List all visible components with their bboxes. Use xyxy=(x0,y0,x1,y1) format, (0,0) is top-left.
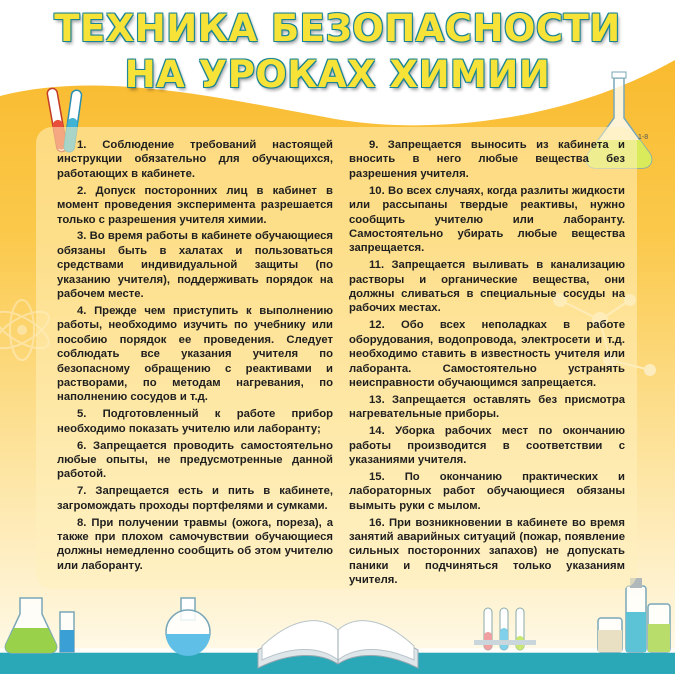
rule-item: 6. Запрещается проводить самостоятельно любые опыты, не предусмотренные данной работой. xyxy=(57,439,333,481)
rule-item: 11. Запрещается выливать в канализацию растворы и органические вещества, они должны сливаться в специальные сосуды на рабочих местах. xyxy=(349,259,625,315)
rule-item: 10. Во всех случаях, когда разлиты жидкости или рассыпаны твердые реактивы, нужно сообщить учителю или лаборанту. Самостоятельно убирать любые вещества запрещается. xyxy=(349,184,625,255)
rule-item: 4. Прежде чем приступить к выполнению работы, необходимо изучить по учебнику или пособию порядок ее проведения. Следует соблюдать все указания учителя по безопасному обращению с реактивами и растворами, по методам нагревания, по наполнению сосудов и т.д. xyxy=(57,304,333,404)
rule-item: 12. Обо всех неполадках в работе оборудования, водопровода, электросети и т.д. необходимо ставить в известность учителя или лаборанта. Самостоятельно устранять неисправности обучающимся запрещается. xyxy=(349,319,625,389)
rule-item: 16. При возникновении в кабинете во время занятий аварийных ситуаций (пожар, появление сильных посторонних запахов) не допускать паники и подчиняться только указаниям учителя. xyxy=(349,516,625,587)
rules-column-right xyxy=(349,138,625,590)
rules-column-left xyxy=(57,138,333,576)
rule-item: 7. Запрещается есть и пить в кабинете, загромождать проходы портфелями и сумками. xyxy=(57,485,333,512)
rule-item: 9. Запрещается выносить из кабинета и вносить в него любые вещества без разрешения учителя. xyxy=(349,139,625,180)
round-flask-icon xyxy=(166,598,210,656)
test-tube-rack-icon xyxy=(474,608,536,650)
rule-item: 13. Запрещается оставлять без присмотра нагревательные приборы. xyxy=(349,393,625,421)
flask-label: 1-8 xyxy=(638,134,649,141)
title-line-2: НА УРОКАХ ХИМИИ xyxy=(124,53,551,96)
beaker-icon xyxy=(5,598,56,653)
rule-item: 1. Соблюдение требований настоящей инструкции обязательно для обучающихся, работающих в кабинете. xyxy=(57,139,333,180)
rule-item: 15. По окончанию практических и лабораторных работ обучающиеся обязаны вымыть руки с мылом. xyxy=(349,470,625,512)
rule-item: 3. Во время работы в кабинете обучающиеся обязаны быть в халатах и пользоваться средствами индивидуальной защиты (по указанию учителя), поддерживать порядок на рабочем месте. xyxy=(57,230,333,301)
rule-item: 8. При получении травмы (ожога, пореза), а также при плохом самочувствии обучающиеся должны немедленно сообщить об этом учителю или лаборанту. xyxy=(57,516,333,572)
rule-item: 5. Подготовленный к работе прибор необходимо показать учителю или лаборанту; xyxy=(57,408,333,435)
poster-title xyxy=(0,6,675,98)
rule-item: 2. Допуск посторонних лиц в кабинет в момент проведения эксперимента разрешается только с разрешения учителя химии. xyxy=(57,184,333,226)
cylinder-icon xyxy=(60,612,74,652)
rule-item: 14. Уборка рабочих мест по окончанию работы производится в соответствии с указаниями учителя. xyxy=(349,425,625,467)
title-line-1: ТЕХНИКА БЕЗОПАСНОСТИ xyxy=(54,7,621,50)
